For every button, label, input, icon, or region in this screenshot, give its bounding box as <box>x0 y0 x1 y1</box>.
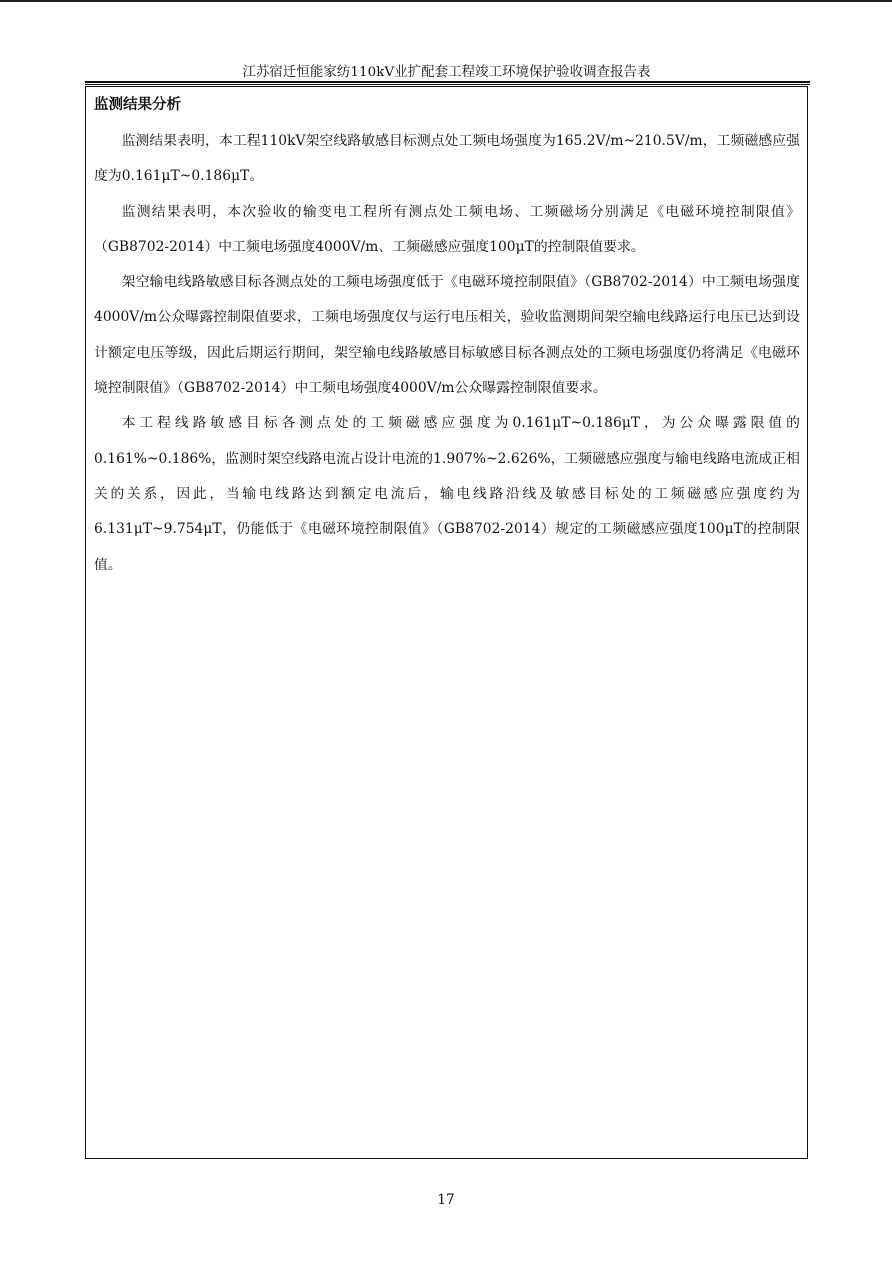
section-body <box>94 124 800 583</box>
page-top-edge <box>0 0 892 2</box>
content-frame <box>85 86 808 1159</box>
section-title: 监测结果分析 <box>94 97 181 113</box>
page-number: 17 <box>437 1192 455 1208</box>
header-rule-secondary <box>85 84 810 85</box>
running-header: 江苏宿迁恒能家纺110kV业扩配套工程竣工环境保护验收调查报告表 <box>242 65 651 80</box>
paragraph-compliance: 监测结果表明，本次验收的输变电工程所有测点处工频电场、工频磁场分别满足《电磁环境控制限值》（GB8702-2014）中工频电场强度4000V/m、工频磁感应强度100μT的控制限值要求。 <box>94 203 800 255</box>
header-rule <box>85 81 810 83</box>
paragraph-monitoring-summary: 监测结果表明，本工程110kV架空线路敏感目标测点处工频电场强度为165.2V/m~210.5V/m，工频磁感应强度为0.161μT~0.186μT。 <box>94 133 800 185</box>
paragraph-electric-field-analysis: 架空输电线路敏感目标各测点处的工频电场强度低于《电磁环境控制限值》（GB8702-2014）中工频电场强度4000V/m公众曝露控制限值要求，工频电场强度仅与运行电压相关，验收监测期间架空输电线路运行电压已达到设计额定电压等级，因此后期运行期间，架空输电线路敏感目标敏感目标各测点处的工频电场强度仍将满足《电磁环境控制限值》（GB8702-2014）中工频电场强度4000V/m公众曝露控制限值要求。 <box>94 274 800 397</box>
paragraph-magnetic-field-analysis: 本工程线路敏感目标各测点处的工频磁感应强度为0.161μT~0.186μT，为公众曝露限值的0.161%~0.186%，监测时架空线路电流占设计电流的1.907%~2.626%，工频磁感应强度与输电线路电流成正相关的关系，因此，当输电线路达到额定电流后，输电线路沿线及敏感目标处的工频磁感应强度约为6.131μT~9.754μT，仍能低于《电磁环境控制限值》（GB8702-2014）规定的工频磁感应强度100μT的控制限值。 <box>94 415 800 573</box>
